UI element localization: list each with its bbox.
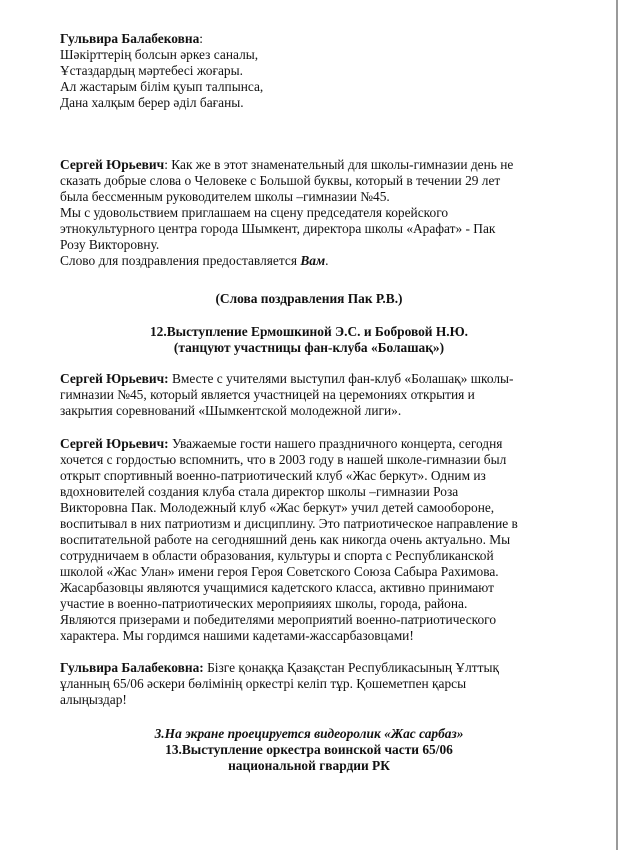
paragraph-text: Вместе с учителями выступил фан-клуб «Болашақ» школы- (168, 371, 514, 386)
poem-block (60, 31, 560, 111)
paragraph-line: Являются призерами и победителями мероприятий военно-патриотического (60, 612, 497, 627)
heading-line: национальной гвардии РК (228, 758, 390, 773)
paragraph-line: Мы с удовольствием приглашаем на сцену председателя корейского (60, 205, 449, 220)
heading-line: 13.Выступление оркестра воинской части 65/06 (165, 742, 453, 757)
paragraph-line (60, 660, 560, 676)
paragraph-line: хочется с гордостью вспомнить, что в 2003 году в нашей школе-гимназии был (60, 452, 507, 467)
emphasis-text: Вам (300, 253, 326, 268)
paragraph-line (60, 157, 560, 173)
paragraph-line: воспитательной работе на сегодняшний день как никогда очень актуально. Мы (60, 532, 511, 547)
paragraph-line: закрытия соревнований «Шымкентской молодежной лиги». (60, 403, 402, 418)
paragraph-line: была бессменным руководителем школы –гимназии №45. (60, 189, 390, 204)
paragraph-line (60, 371, 560, 387)
paragraph-line: участие в военно-патриотических мероприяиях школы, города, района. (60, 596, 468, 611)
paragraph-line (60, 253, 560, 269)
speaker-name: Сергей Юрьевич (60, 157, 165, 172)
speaker-name: Гульвира Балабековна: (60, 660, 204, 675)
speech-block-orchestra (60, 660, 560, 708)
speaker-name: Сергей Юрьевич: (60, 436, 169, 451)
paragraph-line: воспитывал в них патриотизм и дисциплину. Это патриотическое направление в (60, 516, 518, 531)
poem-speaker-line (60, 31, 560, 47)
paragraph-text: . (325, 253, 329, 268)
heading-line: 3.На экране проецируется видеоролик «Жас сарбаз» (154, 726, 464, 741)
speech-block-club (60, 436, 560, 644)
paragraph-line: гимназии №45, который является участницей на церемониях открытия и (60, 387, 475, 402)
paragraph-line: вдохновителей создания клуба стала директор школы –гимназии Роза (60, 484, 459, 499)
paragraph-text: : Как же в этот знаменательный для школы-гимназии день не (164, 157, 514, 172)
poem-line: Ұстаздардың мәртебесі жоғары. (60, 63, 243, 78)
paragraph-line: сказать добрые слова о Человеке с Большой буквы, который в течении 29 лет (60, 173, 501, 188)
speaker-colon: : (199, 31, 204, 46)
paragraph-line: открыт спортивный военно-патриотический клуб «Жас беркут». Одним из (60, 468, 486, 483)
paragraph-line: Викторовна Пак. Молодежный клуб «Жас беркут» учил детей самообороне, (60, 500, 495, 515)
paragraph-text: Бізге қонаққа Қазақстан Республикасының Ұлттық (203, 660, 499, 675)
poem-line: Ал жастарым білім қуып талпынса, (60, 79, 264, 94)
paragraph-line (60, 436, 560, 452)
paragraph-line: алыңыздар! (60, 692, 127, 707)
paragraph-line: школой «Жас Улан» имени героя Героя Советского Союза Сабыра Рахимова. (60, 564, 499, 579)
paragraph-line: сотрудничаем в области образования, культуры и спорта с Республиканской (60, 548, 494, 563)
speaker-name: Сергей Юрьевич: (60, 371, 169, 386)
speech-block-tribute (60, 157, 560, 269)
section-heading (0, 291, 618, 307)
poem-line: Дана халқым берер әділ бағаны. (60, 95, 244, 110)
paragraph-text: Уважаемые гости нашего праздничного концерта, сегодня (168, 436, 503, 451)
poem-line: Шәкірттерің болсын әркез саналы, (60, 47, 259, 62)
paragraph-text: Слово для поздравления предоставляется (60, 253, 301, 268)
paragraph-line: Жасарбазовцы являются учащимися кадетского класса, активно принимают (60, 580, 494, 595)
heading-line: (танцуют участницы фан-клуба «Болашақ») (173, 340, 445, 355)
paragraph-line: ұланның 65/06 әскери бөлімінің оркестрі келіп тұр. Қошеметпен қарсы (60, 676, 467, 691)
heading-line: (Слова поздравления Пак Р.В.) (215, 291, 403, 306)
paragraph-line: Розу Викторовну. (60, 237, 160, 252)
paragraph-line: этнокультурного центра города Шымкент, директора школы «Арафат» - Пак (60, 221, 496, 236)
speech-block-fanclub (60, 371, 560, 419)
heading-line: 12.Выступление Ермошкиной Э.С. и Бобровой Н.Ю. (149, 324, 469, 339)
program-item-heading (0, 726, 618, 774)
speaker-name: Гульвира Балабековна (60, 31, 200, 46)
paragraph-line: характера. Мы гордимся нашими кадетами-жассарбазовцами! (60, 628, 414, 643)
program-item-heading (0, 324, 618, 356)
